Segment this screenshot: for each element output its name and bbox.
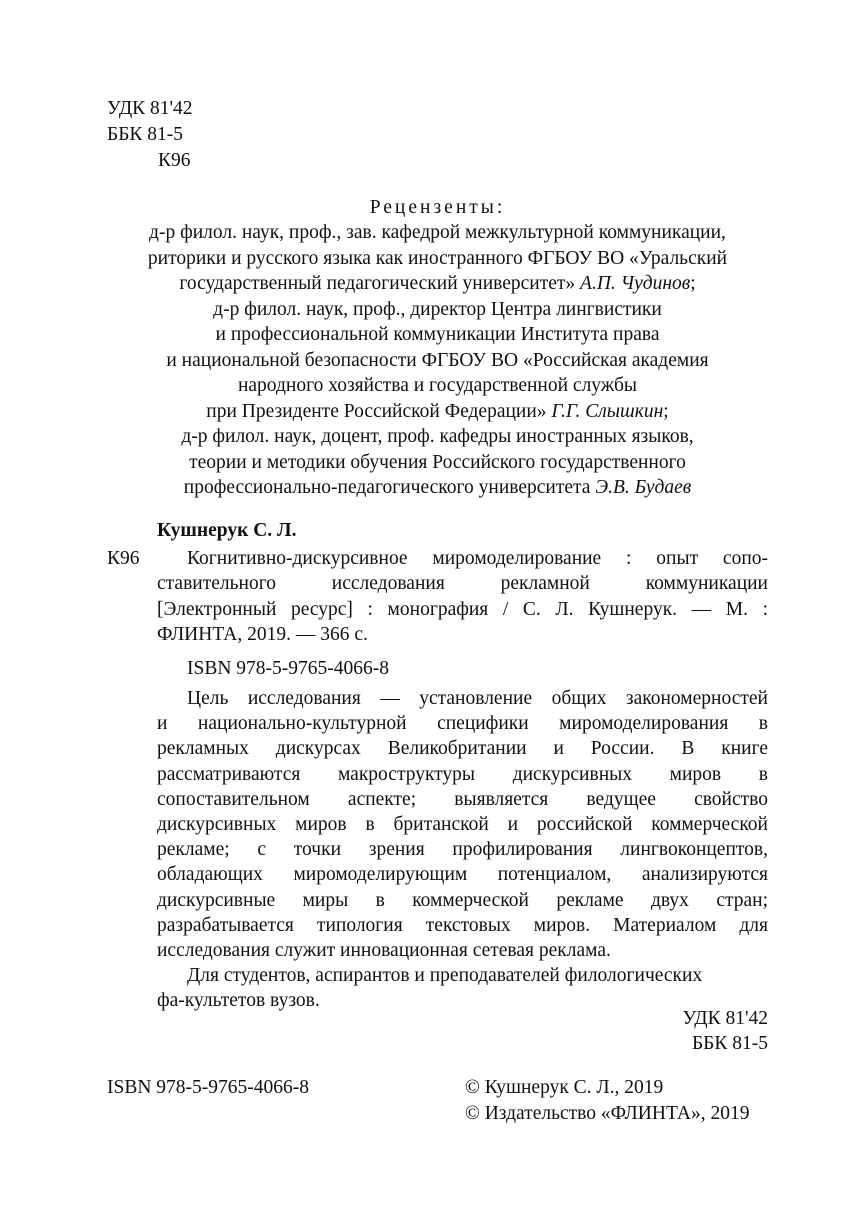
reviewer-name: А.П. Чудинов	[580, 273, 691, 294]
author-code-top: К96	[158, 150, 191, 171]
reviewer-line: и профессиональной коммуникации Института права	[215, 324, 660, 345]
udk-code-bottom: УДК 81'42	[682, 1008, 768, 1029]
abstract-line: и национально-культурной специфики миромоделирования в	[157, 713, 768, 735]
reviewer-line: профессионально-педагогического университета Э.В. Будаев	[183, 477, 692, 498]
reviewer-line: народного хозяйства и государственной службы	[237, 375, 638, 396]
reviewer-line: д-р филол. наук, проф., зав. кафедрой межкультурной коммуникации,	[149, 222, 726, 243]
audience-line: Для студентов, аспирантов и преподавателей филологических	[187, 965, 703, 987]
reviewers-title: Рецензенты:	[369, 197, 506, 218]
bib-line: ФЛИНТА, 2019. — 366 с.	[157, 624, 368, 645]
bib-line: [Электронный ресурс] : монография / С. Л. Кушнерук. — М. :	[157, 599, 768, 620]
bib-line: ставительного исследования рекламной коммуникации	[157, 573, 768, 594]
reviewer-name: Э.В. Будаев	[595, 477, 692, 498]
abstract-line: сопоставительном аспекте; выявляется ведущее свойство	[157, 788, 768, 810]
reviewer-line: д-р филол. наук, проф., директор Центра лингвистики	[213, 298, 662, 320]
reviewer-line: государственный педагогический университет» А.П. Чудинов;	[179, 273, 696, 294]
abstract-line: рекламе; с точки зрения профилирования лингвоконцептов,	[157, 839, 768, 861]
abstract-line: рассматриваются макроструктуры дискурсивных миров в	[157, 763, 768, 785]
audience-line: фа-культетов вузов.	[157, 990, 320, 1012]
abstract-line: исследования служит инновационная сетевая реклама.	[157, 939, 611, 961]
reviewer-name: Г.Г. Слышкин	[551, 400, 664, 422]
abstract-line: рекламных дискурсах Великобритании и России. В книге	[157, 738, 768, 760]
abstract-line: дискурсивные миры в коммерческой рекламе двух стран;	[157, 889, 768, 911]
copyright-publisher: © Издательство «ФЛИНТА», 2019	[465, 1103, 750, 1124]
bbk-code: ББК 81-5	[107, 124, 184, 145]
bib-line: Когнитивно-дискурсивное миромоделирование : опыт сопо-	[187, 548, 768, 569]
reviewer-line: теории и методики обучения Российского государственного	[189, 451, 686, 473]
copyright-author: © Кушнерук С. Л., 2019	[465, 1077, 664, 1098]
abstract-line: дискурсивных миров в британской и российской коммерческой	[157, 813, 768, 835]
abstract-line: разрабатывается типология текстовых миров. Материалом для	[157, 914, 768, 936]
abstract	[157, 686, 768, 1013]
reviewer-line: д-р филол. наук, доцент, проф. кафедры иностранных языков,	[181, 426, 694, 447]
author-code: К96	[107, 548, 140, 569]
isbn-entry: ISBN 978-5-9765-4066-8	[187, 658, 390, 679]
reviewer-line: и национальной безопасности ФГБОУ ВО «Российская академия	[166, 349, 709, 371]
abstract-line: Цель исследования — установление общих закономерностей	[187, 688, 768, 709]
reviewer-line: риторики и русского языка как иностранного ФГБОУ ВО «Уральский	[147, 247, 728, 269]
reviewer-line: при Президенте Российской Федерации» Г.Г. Слышкин;	[206, 400, 669, 422]
udk-code: УДК 81'42	[107, 98, 193, 119]
reviewers-list	[107, 220, 768, 501]
abstract-line: обладающих миромоделирующим потенциалом, анализируются	[157, 864, 768, 886]
bbk-code-bottom: ББК 81-5	[691, 1033, 768, 1054]
isbn-footer: ISBN 978-5-9765-4066-8	[107, 1077, 310, 1098]
book-author: Кушнерук С. Л.	[157, 520, 297, 541]
